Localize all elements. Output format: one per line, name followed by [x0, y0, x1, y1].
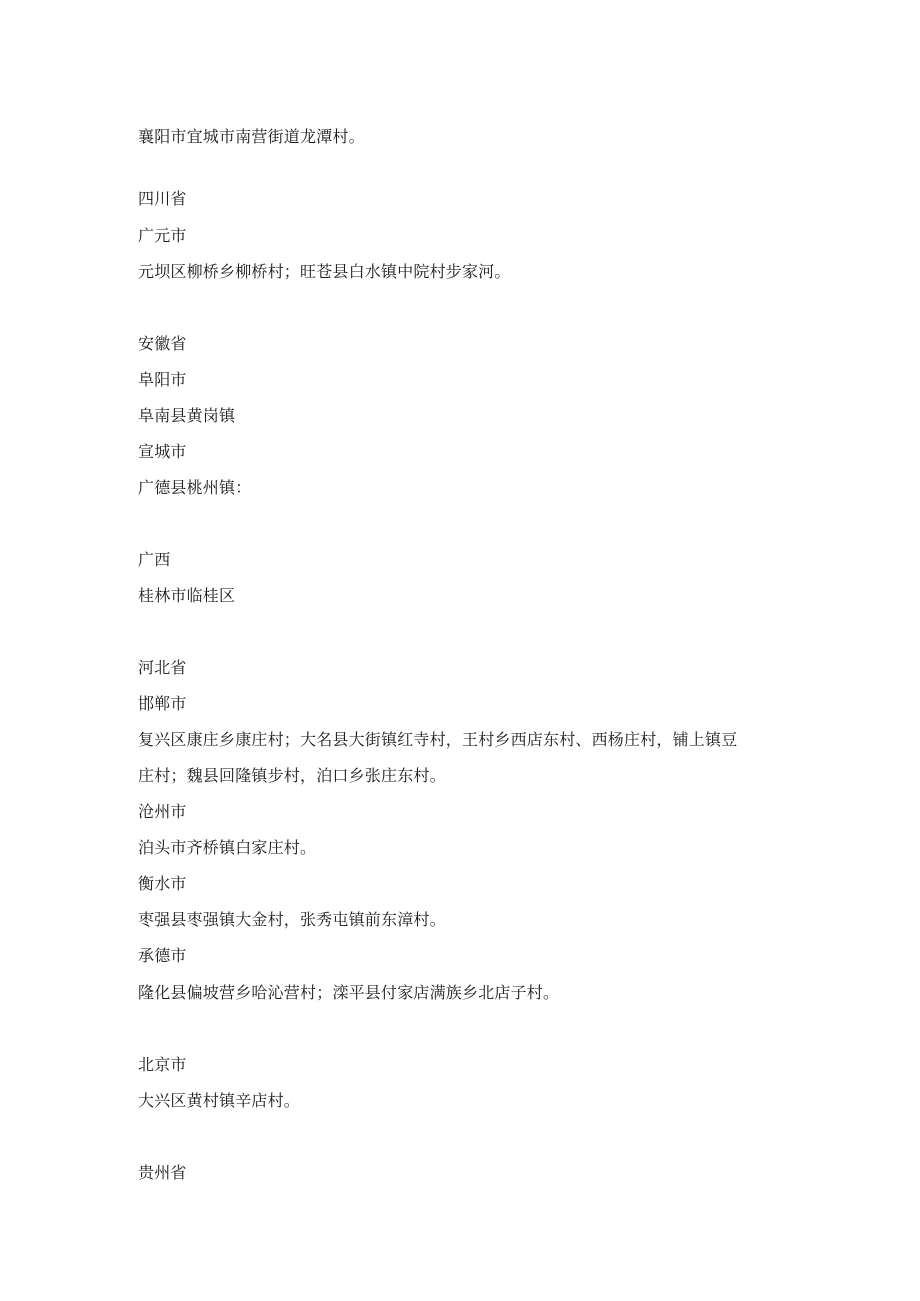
- province-heading: 广西: [138, 550, 171, 569]
- text-line: 大兴区黄村镇辛店村。: [138, 1091, 301, 1110]
- text-line: 庄村；魏县回隆镇步村，泊口乡张庄东村。: [138, 766, 446, 785]
- province-heading: 河北省: [138, 658, 187, 677]
- city-heading: 阜阳市: [138, 370, 187, 389]
- text-line: 泊头市齐桥镇白家庄村。: [138, 838, 317, 857]
- city-heading: 广元市: [138, 226, 187, 245]
- province-heading: 四川省: [138, 189, 187, 208]
- text-line: 襄阳市宜城市南营街道龙潭村。: [138, 127, 365, 146]
- text-line: 阜南县黄岗镇: [138, 406, 236, 425]
- city-heading: 邯郸市: [138, 694, 187, 713]
- text-line: 元坝区柳桥乡柳桥村；旺苍县白水镇中院村步家河。: [138, 262, 511, 281]
- text-line: 隆化县偏坡营乡哈沁营村；滦平县付家店满族乡北店子村。: [138, 983, 560, 1002]
- province-heading: 安徽省: [138, 334, 187, 353]
- city-heading: 衡水市: [138, 874, 187, 893]
- text-line: 复兴区康庄乡康庄村；大名县大街镇红寺村，王村乡西店东村、西杨庄村，铺上镇豆: [138, 730, 738, 749]
- city-heading: 宣城市: [138, 442, 187, 461]
- text-line: 广德县桃州镇：: [138, 478, 252, 497]
- text-line: 桂林市临桂区: [138, 586, 236, 605]
- text-line: 枣强县枣强镇大金村，张秀屯镇前东漳村。: [138, 910, 446, 929]
- province-heading: 贵州省: [138, 1163, 187, 1182]
- province-heading: 北京市: [138, 1055, 187, 1074]
- city-heading: 沧州市: [138, 802, 187, 821]
- city-heading: 承德市: [138, 946, 187, 965]
